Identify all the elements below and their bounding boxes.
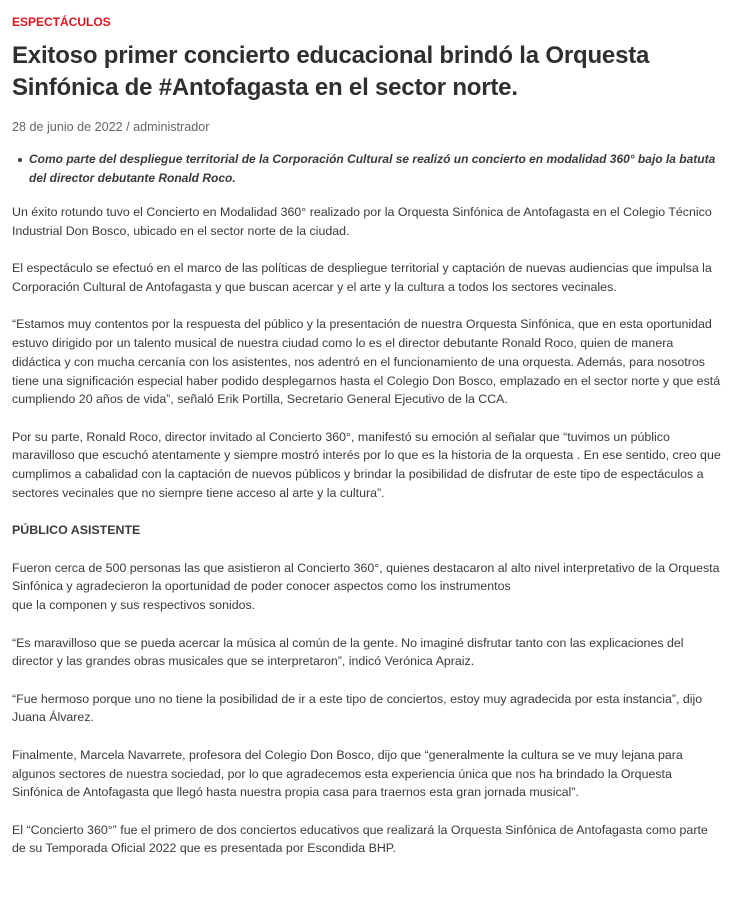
- section-subheading: PÚBLICO ASISTENTE: [12, 523, 141, 538]
- body-paragraph: Finalmente, Marcela Navarrete, profesora del Colegio Don Bosco, dijo que “generalmente la cultura se ve muy lejana para algunos sectores de nuestra sociedad, por lo que agradecemos esta experiencia única que nos ha brindado la Orquesta Sinfónica de Antofagasta que llegó hasta nuestra propia casa para traernos esta gran jornada musical”.: [12, 747, 683, 800]
- post-date[interactable]: 28 de junio de 2022: [12, 120, 123, 134]
- post-author[interactable]: administrador: [133, 120, 210, 134]
- post-meta: [12, 119, 722, 136]
- highlights-list: [12, 150, 722, 188]
- body-paragraph: El “Concierto 360°” fue el primero de dos conciertos educativos que realizará la Orquesta Sinfónica de Antofagasta como parte de su Temporada Oficial 2022 que es presentada por Escondida BHP.: [12, 822, 708, 856]
- body-paragraph: El espectáculo se efectuó en el marco de las políticas de despliegue territorial y captación de nuevas audiencias que impulsa la Corporación Cultural de Antofagasta y que buscan acercar y el arte y la cultura a todos los sectores vecinales.: [12, 261, 712, 294]
- body-paragraph: [12, 559, 722, 615]
- article-title: Exitoso primer concierto educacional brindó la Orquesta Sinfónica de #Antofagasta en el sector norte.: [12, 42, 650, 101]
- body-paragraph: Un éxito rotundo tuvo el Concierto en Modalidad 360° realizado por la Orquesta Sinfónica de Antofagasta en el Colegio Técnico Industrial Don Bosco, ubicado en el sector norte de la ciudad.: [12, 205, 712, 238]
- category-link[interactable]: ESPECTÁCULOS: [12, 15, 111, 29]
- article-body: [12, 203, 722, 858]
- body-paragraph: Por su parte, Ronald Roco, director invitado al Concierto 360°, manifestó su emoción al señalar que “tuvimos un público maravilloso que escuchó atentamente y siempre mostró interés por lo que es la historia de la orquesta . En ese sentido, creo que cumplimos a cabalidad con la captación de nuevos públicos y brindar la posibilidad de disfrutar de este tipo de espectáculos a sectores vecinales que no siempre tiene acceso al arte y la cultura”.: [12, 429, 721, 501]
- body-paragraph-line: que la componen y sus respectivos sonidos.: [12, 598, 256, 613]
- body-paragraph: “Estamos muy contentos por la respuesta del público y la presentación de nuestra Orquesta Sinfónica, que en esta oportunidad estuvo dirigido por un talento musical de nuestra ciudad como lo es el director debutante Ronald Roco, quien de manera didáctica y con mucha cercanía con los asistentes, nos adentró en el funcionamiento de una orquesta. Además, para nosotros tiene una significación especial haber podido desplegarnos hasta el Colegio Don Bosco, emplazado en el sector norte y que está cumpliendo 20 años de vida”, señaló Erik Portilla, Secretario General Ejecutivo de la CCA.: [12, 317, 721, 407]
- meta-separator: /: [126, 120, 130, 134]
- body-paragraph: “Es maravilloso que se pueda acercar la música al común de la gente. No imaginé disfrutar tanto con las explicaciones del director y las grandes obras musicales que se interpretaron”, indicó Verónica Apraiz.: [12, 635, 684, 669]
- body-paragraph-line: Fueron cerca de 500 personas las que asistieron al Concierto 360°, quienes destacaron al alto nivel interpretativo de la Orquesta Sinfónica y agradecieron la oportunidad de poder conocer aspectos como los instrumentos: [12, 560, 720, 594]
- body-paragraph: “Fue hermoso porque uno no tiene la posibilidad de ir a este tipo de conciertos, estoy muy agradecida por esta instancia”, dijo Juana Álvarez.: [12, 691, 703, 725]
- highlight-item: Como parte del despliegue territorial de la Corporación Cultural se realizó un concierto en modalidad 360° bajo la batuta del director debutante Ronald Roco.: [29, 150, 722, 188]
